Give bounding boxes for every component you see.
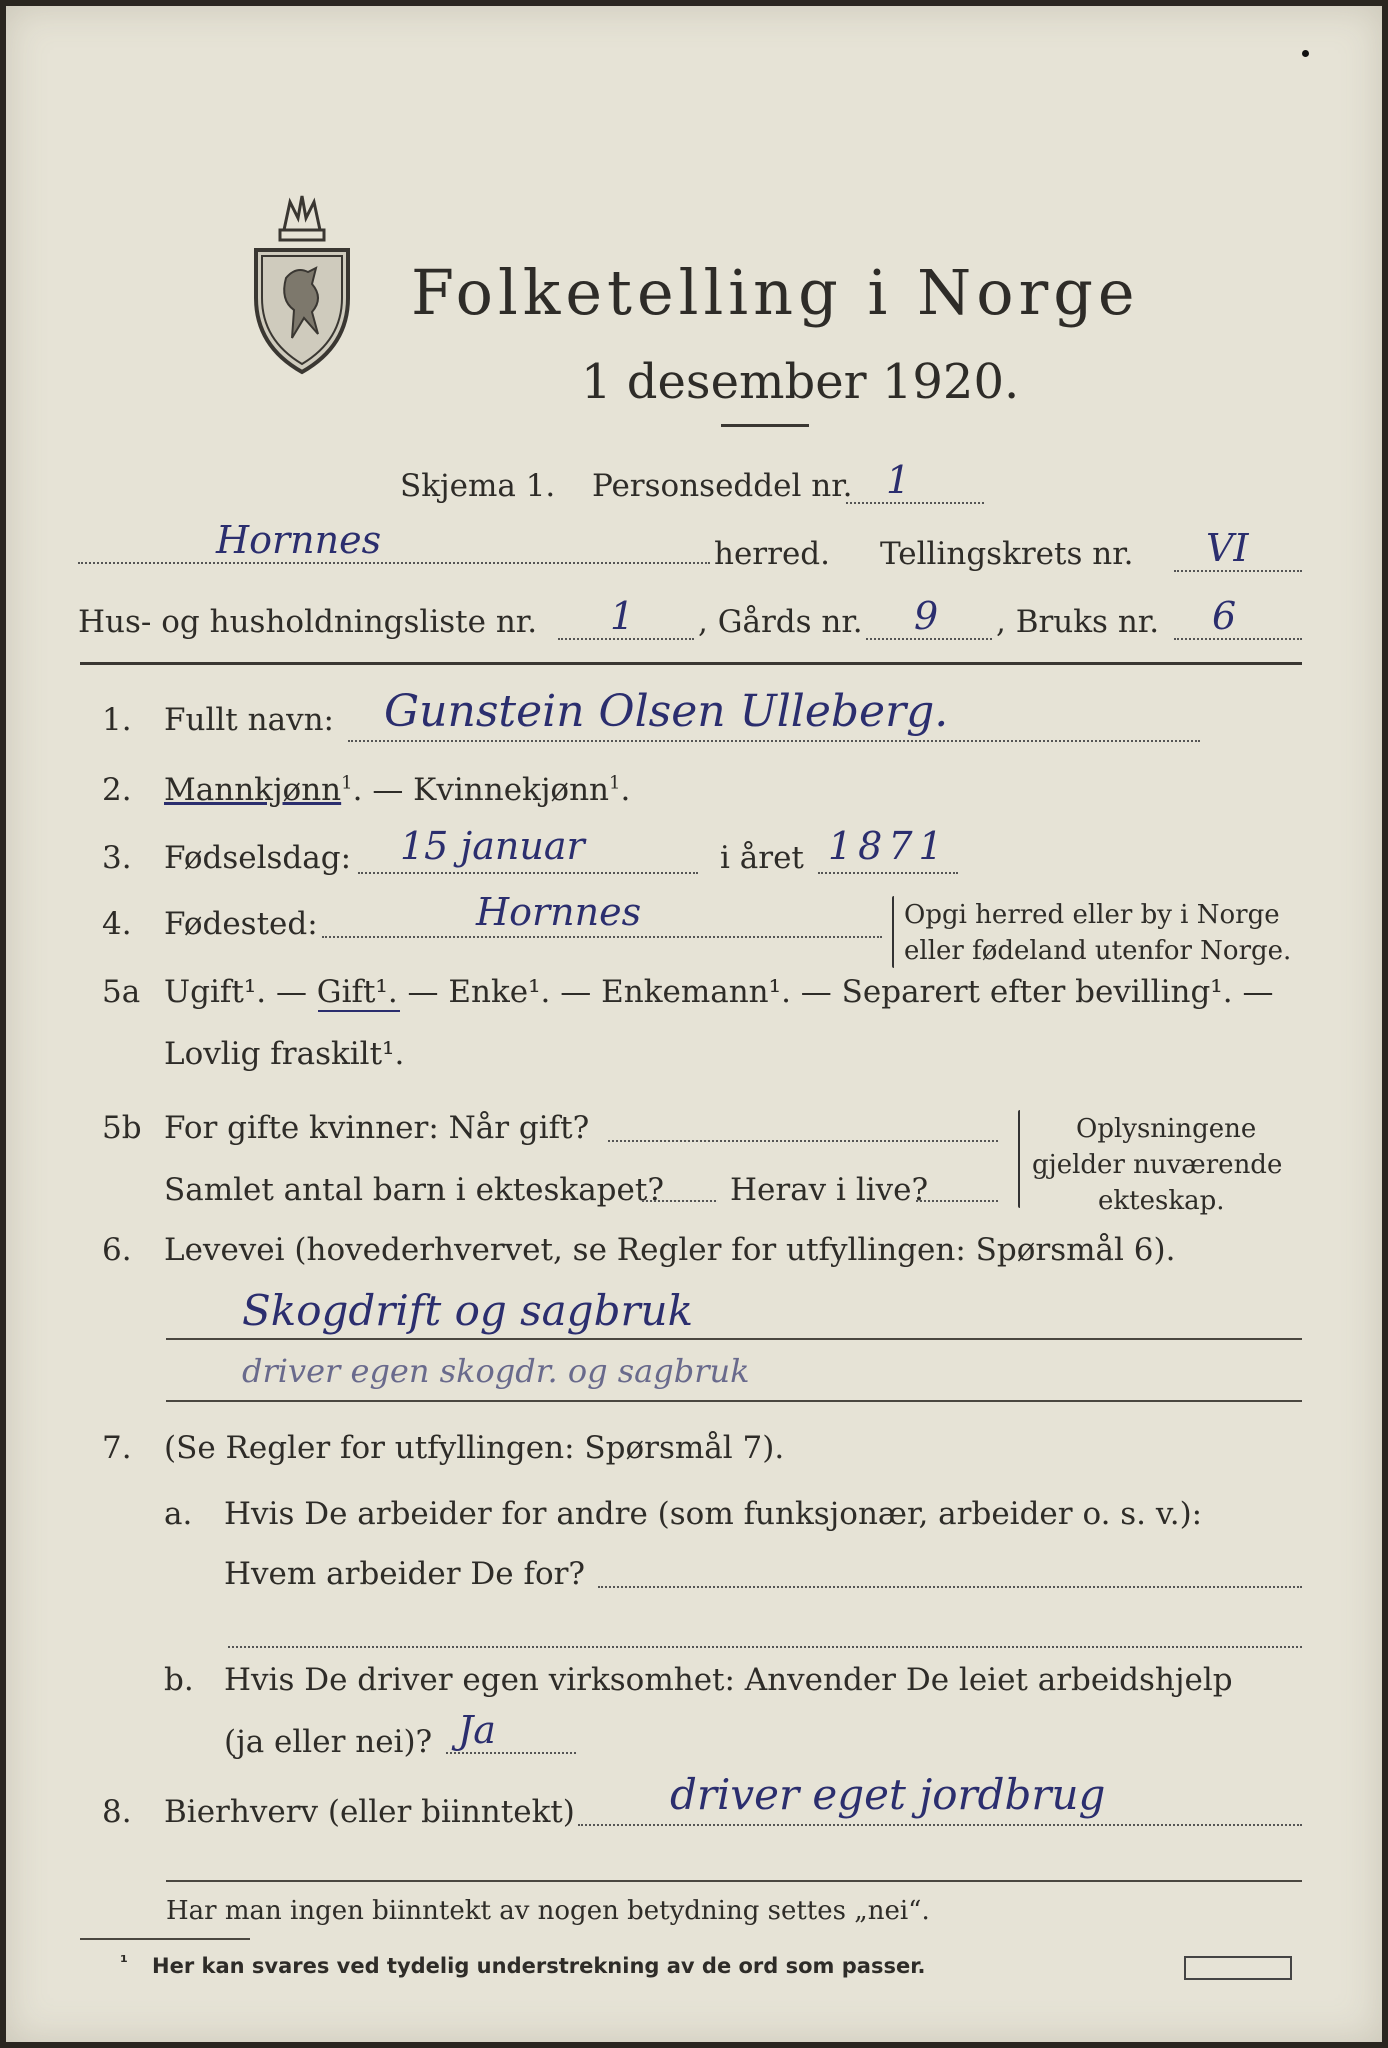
hired-help-value: Ja <box>458 1708 496 1752</box>
q4-label: Fødested: <box>164 906 318 942</box>
separator: . — <box>352 772 414 808</box>
employer-field[interactable] <box>598 1586 1302 1588</box>
footnote-divider <box>80 1938 250 1940</box>
married-when-field[interactable] <box>608 1140 998 1142</box>
personseddel-value: 1 <box>886 458 911 502</box>
footnote-ref: 1 <box>341 772 353 794</box>
q5a-number: 5a <box>102 974 141 1010</box>
married-when-label: For gifte kvinner: Når gift? <box>164 1110 590 1146</box>
q7a-number: a. <box>164 1496 193 1532</box>
bruks-label: , Bruks nr. <box>996 604 1160 640</box>
q1-label: Fullt navn: <box>164 702 334 738</box>
coat-of-arms-icon <box>246 188 358 378</box>
q8-label: Bierhverv (eller biinntekt) <box>164 1794 575 1830</box>
occupation-line-1[interactable] <box>166 1338 1302 1340</box>
hus-value: 1 <box>610 594 635 638</box>
q7b-number: b. <box>164 1662 194 1698</box>
q5b-number: 5b <box>102 1110 142 1146</box>
children-count-label: Samlet antal barn i ekteskapet? <box>164 1172 664 1208</box>
bracket <box>892 896 894 968</box>
q6-label: Levevei (hovederhvervet, se Regler for utfyllingen: Spørsmål 6). <box>164 1232 1176 1268</box>
full-name-value: Gunstein Olsen Ulleberg. <box>384 686 949 737</box>
q7a-line-2: Hvem arbeider De for? <box>224 1556 586 1592</box>
birth-year-field[interactable] <box>818 872 958 874</box>
year-label: i året <box>720 840 804 876</box>
side-income-line[interactable] <box>166 1880 1302 1882</box>
gards-field[interactable] <box>866 638 992 640</box>
footnote-ref: 1 <box>609 772 621 794</box>
q7b-line-1: Hvis De driver egen virksomhet: Anvender De leiet arbeidshjelp <box>224 1662 1233 1698</box>
children-alive-label: Herav i live? <box>730 1172 929 1208</box>
occupation-value: Skogdrift og sagbruk <box>242 1286 694 1335</box>
side-income-note: Har man ingen biinntekt av nogen betydning settes „nei“. <box>166 1896 930 1926</box>
title-divider <box>721 424 809 427</box>
marital-status-divorced[interactable]: Lovlig fraskilt¹. <box>164 1036 405 1072</box>
q3-label: Fødselsdag: <box>164 840 352 876</box>
marriage-note-3: ekteskap. <box>1098 1186 1225 1216</box>
q7b-line-2: (ja eller nei)? <box>224 1724 433 1760</box>
personseddel-label: Personseddel nr. <box>592 468 853 504</box>
birthplace-value: Hornnes <box>476 890 642 934</box>
option-male[interactable]: Mannkjønn <box>164 772 342 808</box>
header-divider <box>80 662 1302 665</box>
ink-dot <box>1302 50 1309 57</box>
birthplace-field[interactable] <box>322 936 882 938</box>
q2-sex-options <box>164 772 630 808</box>
census-form <box>6 6 1382 2042</box>
marriage-note-2: gjelder nuværende <box>1032 1150 1283 1180</box>
marriage-note-1: Oplysningene <box>1076 1114 1257 1144</box>
hired-help-field[interactable] <box>446 1752 576 1754</box>
full-name-field[interactable] <box>348 740 1200 742</box>
q8-number: 8. <box>102 1794 132 1830</box>
printer-stamp-icon <box>1184 1956 1292 1980</box>
q2-number: 2. <box>102 772 132 808</box>
occupation-line-2[interactable] <box>166 1400 1302 1402</box>
birthplace-note-2: eller fødeland utenfor Norge. <box>904 936 1292 966</box>
children-count-field[interactable] <box>642 1200 716 1202</box>
bracket <box>1018 1110 1020 1208</box>
birth-year-value: 1871 <box>828 824 949 868</box>
schema-label: Skjema 1. <box>400 468 556 504</box>
gards-value: 9 <box>914 594 939 638</box>
hus-label: Hus- og husholdningsliste nr. <box>78 604 538 640</box>
census-date: 1 desember 1920. <box>581 354 1020 410</box>
q1-number: 1. <box>102 702 132 738</box>
birthday-field[interactable] <box>358 872 698 874</box>
q7-label: (Se Regler for utfyllingen: Spørsmål 7). <box>164 1430 785 1466</box>
form-title: Folketelling i Norge <box>411 256 1140 329</box>
hus-field[interactable] <box>558 638 694 640</box>
employer-field-2[interactable] <box>228 1646 1302 1648</box>
footnote-text: Her kan svares ved tydelig understrekning av de ord som passer. <box>152 1954 926 1978</box>
q7-number: 7. <box>102 1430 132 1466</box>
footnote-mark: ¹ <box>120 1952 128 1973</box>
q3-number: 3. <box>102 840 132 876</box>
q7a-line-1: Hvis De arbeider for andre (som funksjonær, arbeider o. s. v.): <box>224 1496 1203 1532</box>
bruks-value: 6 <box>1212 594 1237 638</box>
personseddel-field[interactable] <box>846 502 984 504</box>
side-income-field[interactable] <box>578 1824 1302 1826</box>
marital-status-options[interactable]: Ugift¹. — Gift¹. — Enke¹. — Enkemann¹. — Separert efter bevilling¹. — <box>164 974 1274 1010</box>
gift-underline <box>318 1010 400 1012</box>
herred-value: Hornnes <box>216 518 382 562</box>
side-income-value: driver eget jordbrug <box>670 1770 1106 1819</box>
option-female[interactable]: Kvinnekjønn <box>413 772 610 808</box>
period: . <box>620 772 631 808</box>
tellingskrets-label: Tellingskrets nr. <box>880 536 1134 572</box>
tellingskrets-field[interactable] <box>1174 570 1302 572</box>
birthplace-note-1: Opgi herred eller by i Norge <box>904 900 1280 930</box>
herred-field[interactable] <box>78 562 710 564</box>
tellingskrets-value: VI <box>1206 526 1249 570</box>
q4-number: 4. <box>102 906 132 942</box>
bruks-field[interactable] <box>1174 638 1302 640</box>
herred-label: herred. <box>714 536 830 572</box>
gards-label: , Gårds nr. <box>698 604 863 640</box>
children-alive-field[interactable] <box>916 1200 998 1202</box>
q6-number: 6. <box>102 1232 132 1268</box>
birthday-value: 15 januar <box>400 824 585 868</box>
occupation-note-value: driver egen skogdr. og sagbruk <box>242 1352 750 1390</box>
